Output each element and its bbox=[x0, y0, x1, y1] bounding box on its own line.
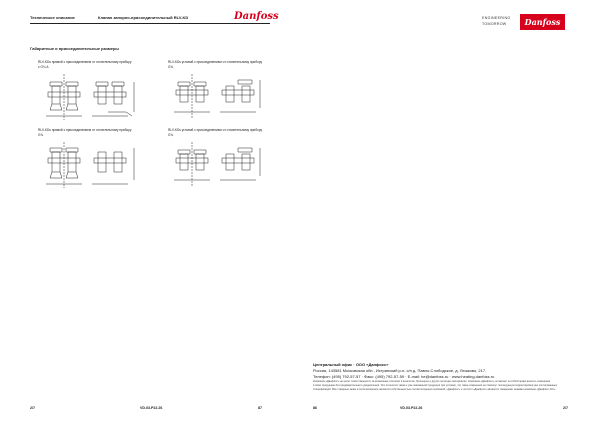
figure-caption-3: RLV-KDs прямой с присоединением от отопительному прибору G¾ bbox=[38, 128, 132, 137]
disclaimer-line: в свою продукцию без предварительного уведомления. Это относится также к уже заказанной продукции при условии, что такие изменения не повлекут последующих корректировок уже согласованных bbox=[313, 384, 558, 387]
footer-page-count-right: 2/7 bbox=[563, 406, 568, 410]
header-section: Техническое описание bbox=[30, 15, 75, 20]
figure-caption-2: RLV-KDs угловой с присоединением от отопительному прибору G¾ bbox=[168, 60, 263, 69]
footer-page-count: 2/7 bbox=[30, 406, 35, 410]
figure-caption-4: RLV-KDs угловой с присоединением от отопительному прибору G¾ bbox=[168, 128, 263, 137]
disclaimer bbox=[313, 380, 571, 392]
footer-page-number-right: 86 bbox=[313, 406, 317, 410]
contact-phones: Телефон: (495) 792-57-57 · Факс: (495) 792-57-59 · E-mail: he@danfoss.ru · www.heating.danfoss.ru bbox=[313, 374, 495, 379]
disclaimer-line: Компания «Данфосс» не несет ответственности за возможные опечатки в каталогах, брошюрах и других печатных материалах. Компания «Данфосс» оставляет за собой право вносить изменения bbox=[313, 380, 551, 383]
tagline-engineering: ENGINEERING bbox=[482, 16, 511, 20]
valve-drawing-1 bbox=[38, 72, 143, 122]
footer-page-number: 87 bbox=[258, 406, 262, 410]
section-title: Габаритные и присоединительные размеры bbox=[30, 46, 119, 51]
contact-office: Центральный офис · ООО «Данфосс» bbox=[313, 362, 389, 367]
header-title: Клапан запорно-присоединительный RLV-KD bbox=[98, 15, 189, 20]
danfoss-logo-small: Danfoss bbox=[234, 11, 279, 22]
footer-code-right: VD.03.P22.26 bbox=[400, 406, 423, 410]
footer-code: VD.03.P22.26 bbox=[140, 406, 163, 410]
figure-caption-1: RLV-KDs прямой с присоединением от отопительному прибору с G¾ A bbox=[38, 60, 132, 69]
right-page bbox=[300, 0, 600, 424]
valve-drawing-2 bbox=[168, 72, 273, 122]
tagline-tomorrow: TOMORROW bbox=[482, 22, 507, 26]
valve-drawing-4 bbox=[168, 140, 273, 190]
contact-address: Россия, 143581 Московская обл., Истринский р-н, с/п д. Павло-Слободское, д. Лешково, 217. bbox=[313, 368, 487, 373]
valve-drawing-3 bbox=[38, 140, 143, 190]
disclaimer-line: спецификаций. Все товарные знаки в этом материале являются собственностью соответствующих компаний. «Данфосс» и логотип «Данфосс» являются товарными знаками компании «Данфосс А/С». bbox=[313, 388, 557, 391]
danfoss-logo: Danfoss bbox=[520, 14, 565, 30]
header-rule bbox=[30, 23, 270, 24]
